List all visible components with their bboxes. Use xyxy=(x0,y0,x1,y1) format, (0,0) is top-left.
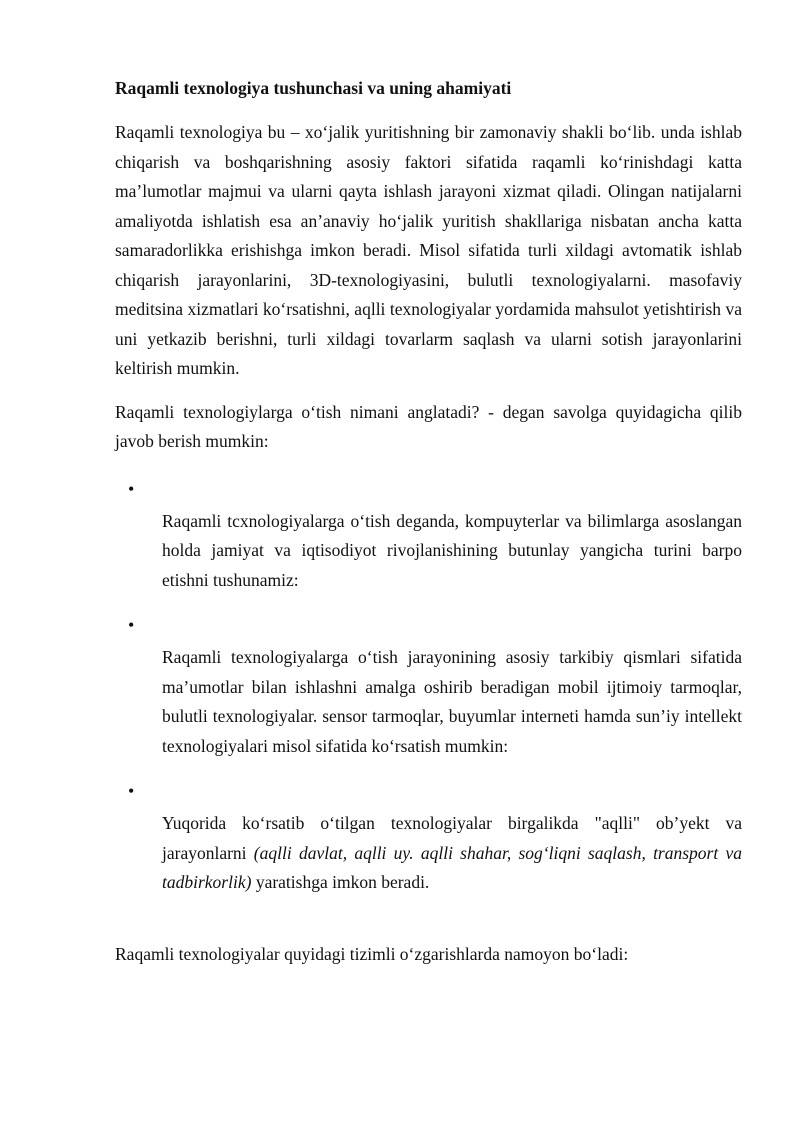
list-item xyxy=(115,471,742,596)
list-item-text xyxy=(162,809,742,898)
bullet-icon: • xyxy=(128,615,135,635)
paragraph-definition: Raqamli texnologiya bu – xo‘jalik yuritishning bir zamonaviy shakli bo‘lib. unda ishlab chiqarish va boshqarishning asosiy faktori sifatida raqamli ko‘rinishdagi katta ma’lumotlar majmui va ularni qayta ishlash jarayoni xizmat qiladi. Olingan natijalarni amaliyotda ishlatish esa an’anaviy ho‘jalik yuritish shakllariga nisbatan ancha katta samaradorlikka erishishga imkon beradi. Misol sifatida turli xildagi avtomatik ishlab chiqarish jarayonlarini, 3D-texnologiyasini, bulutli texnologiyalarni. masofaviy meditsina xizmatlari ko‘rsatishni, aqlli texnologiyalar yordamida mahsulot yetishtirish va uni yetkazib berishni, turli xildagi tovarlarm saqlash va ularni sotish jarayonlarini keltirish mumkin. xyxy=(115,122,742,378)
document-title: Raqamli texnologiya tushunchasi va uning ahamiyati xyxy=(115,78,512,98)
paragraph-systemic-changes: Raqamli texnologiyalar quyidagi tizimli o‘zgarishlarda namoyon bo‘ladi: xyxy=(115,943,629,964)
list-item xyxy=(115,607,742,761)
paragraph-question: Raqamli texnologiylarga o‘tish nimani anglatadi? - degan savolga quyidagicha qilib javob berish mumkin: xyxy=(115,401,742,451)
list-item xyxy=(115,773,742,898)
bullet-icon: • xyxy=(128,781,135,801)
list-item-text-start: Yuqorida ko‘rsatib o‘tilgan texnologiyalar birgalikda "aqlli" ob’yekt va jarayonlarni xyxy=(162,813,742,863)
list-item-text-end: yaratishga imkon beradi. xyxy=(251,872,430,892)
bullet-list xyxy=(115,471,742,898)
list-item-text-italic: (aqlli davlat, aqlli uy. aqlli shahar, sog‘liqni saqlash, transport va tadbirkorlik) xyxy=(162,842,742,892)
list-item-text: Raqamli texnologiyalarga o‘tish jarayonining asosiy tarkibiy qismlari sifatida ma’umotlar bilan ishlashni amalga oshirib beradigan mobil ijtimoiy tarmoqlar, bulutli texnologiyalar. sensor tarmoqlar, buyumlar interneti hamda sun’iy intellekt texnologiyalari misol sifatida ko‘rsatish mumkin: xyxy=(162,647,742,756)
list-item-text: Raqamli tcxnologiyalarga o‘tish deganda, kompuyterlar va bilimlarga asoslangan holda jamiyat va iqtisodiyot rivojlanishining butunlay yangicha turini barpo etishni tushunamiz: xyxy=(162,510,742,590)
bullet-icon: • xyxy=(128,478,135,499)
